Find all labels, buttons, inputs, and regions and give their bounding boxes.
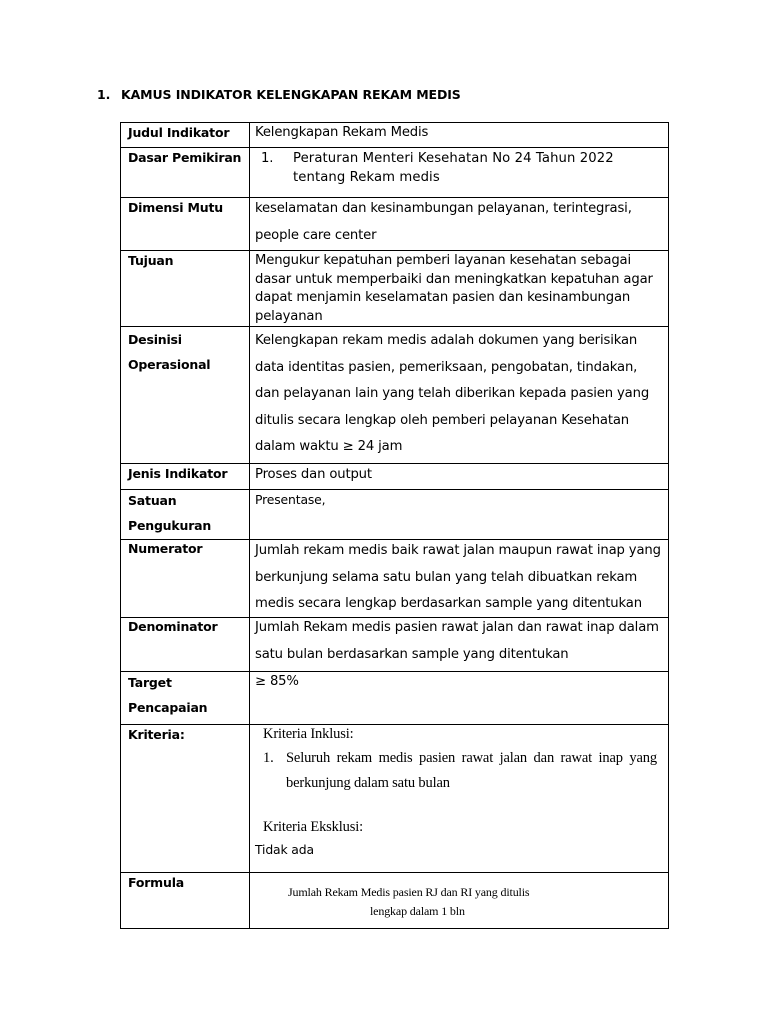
indicator-dictionary-table [120,122,669,929]
column-divider [249,540,250,617]
list-number: 1. [261,151,274,166]
list-number: 1. [263,750,274,766]
label-line-1: Satuan [128,493,177,508]
label-target-pencapaian [128,670,244,720]
label-dimensi-mutu: Dimensi Mutu [128,200,223,215]
row-definisi-operasional [120,326,669,463]
row-target-pencapaian [120,671,669,724]
label-numerator: Numerator [128,541,203,556]
column-divider [249,464,250,489]
value-satuan-pengukuran: Presentase, [255,492,326,507]
section-heading [97,87,461,102]
value-denominator: Jumlah Rekam medis pasien rawat jalan dan rawat inap dalam satu bulan berdasarkan sample yang ditentukan [255,620,659,662]
value-jenis-indikator: Proses dan output [255,467,372,482]
dimensi-line-2: people care center [255,227,377,243]
label-line-1: Desinisi [128,332,182,347]
row-jenis-indikator [120,463,669,489]
formula-denominator: lengkap dalam 1 bln [370,904,465,918]
dimensi-line-1: keselamatan dan kesinambungan pelayanan, terintegrasi, [255,201,632,216]
kriteria-inklusi-title: Kriteria Inklusi: [263,726,354,742]
kriteria-inklusi-item [263,746,657,796]
label-line-2: Operasional [128,357,211,372]
label-dasar-pemikiran: Dasar Pemikiran [128,150,242,165]
value-definisi-operasional: Kelengkapan rekam medis adalah dokumen yang berisikan data identitas pasien, pemeriksaan, pengobatan, tindakan, dan pelayanan lain yang telah diberikan kepada pasien yang ditulis secara lengkap oleh pemberi pelayanan Kesehatan dalam waktu ≥ 24 jam [255,333,650,454]
column-divider [249,327,250,463]
regulation-list-item [261,150,663,187]
list-text: Seluruh rekam medis pasien rawat jalan dan rawat inap yang berkunjung dalam satu bulan [286,750,657,791]
value-tujuan: Mengukur kepatuhan pemberi layanan kesehatan sebagai dasar untuk memperbaiki dan meningkatkan kepatuhan agar dapat menjamin keselamatan pasien dan kesinambungan pelayanan [255,253,653,324]
row-tujuan [120,250,669,326]
label-formula: Formula [128,875,185,890]
label-tujuan: Tujuan [128,253,174,268]
row-denominator [120,617,669,671]
list-text: Peraturan Menteri Kesehatan No 24 Tahun 2022 tentang Rekam medis [293,151,614,185]
column-divider [249,618,250,671]
section-title: KAMUS INDIKATOR KELENGKAPAN REKAM MEDIS [121,87,461,102]
column-divider [249,725,250,872]
row-judul-indikator [120,122,669,147]
value-kriteria [255,725,657,858]
label-denominator: Denominator [128,619,218,634]
column-divider [249,148,250,197]
formula-numerator: Jumlah Rekam Medis pasien RJ dan RI yang ditulis [288,885,530,899]
section-number: 1. [97,87,111,102]
row-numerator [120,539,669,617]
label-satuan-pengukuran [128,488,244,538]
row-dasar-pemikiran [120,147,669,197]
label-line-2: Pencapaian [128,700,208,715]
row-kriteria [120,724,669,872]
row-satuan-pengukuran [120,489,669,539]
label-line-2: Pengukuran [128,518,212,533]
column-divider [249,123,250,147]
kriteria-eksklusi-title: Kriteria Eksklusi: [263,819,363,835]
column-divider [249,873,250,928]
label-judul-indikator: Judul Indikator [128,125,230,140]
column-divider [249,672,250,724]
value-numerator: Jumlah rekam medis baik rawat jalan maupun rawat inap yang berkunjung selama satu bulan yang telah dibuatkan rekam medis secara lengkap berdasarkan sample yang ditentukan [255,543,661,611]
label-kriteria: Kriteria: [128,727,185,742]
value-target-pencapaian: ≥ 85% [255,674,299,689]
label-jenis-indikator: Jenis Indikator [128,466,228,481]
label-line-1: Target [128,675,172,690]
column-divider [249,251,250,326]
value-dimensi-mutu [255,196,663,249]
kriteria-eksklusi-value: Tidak ada [255,842,314,857]
row-dimensi-mutu [120,197,669,250]
value-judul-indikator: Kelengkapan Rekam Medis [255,125,429,140]
label-definisi-operasional [128,327,244,377]
column-divider [249,198,250,250]
value-dasar-pemikiran [261,150,663,187]
row-formula [120,872,669,929]
column-divider [249,490,250,539]
